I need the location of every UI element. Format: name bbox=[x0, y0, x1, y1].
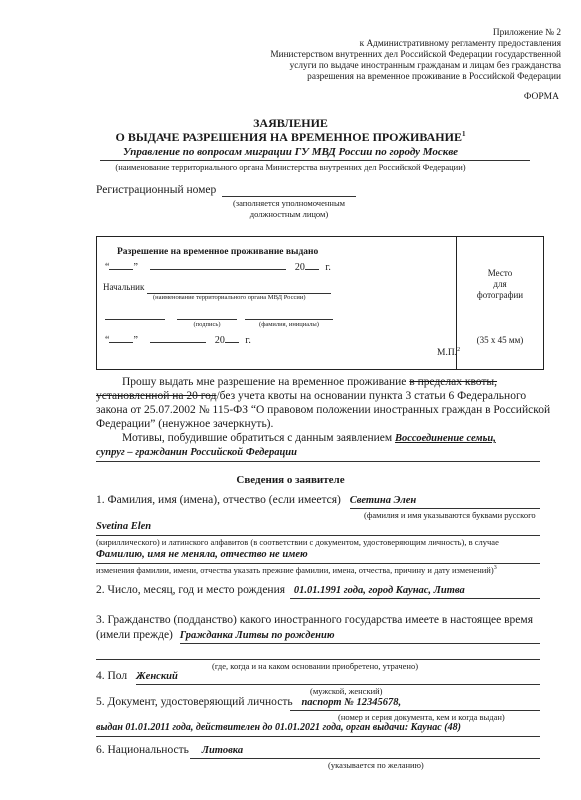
photo-box bbox=[456, 236, 544, 370]
item5-row bbox=[96, 696, 401, 708]
forma-label: ФОРМА bbox=[523, 92, 559, 102]
item4-underline bbox=[136, 684, 540, 685]
signature-field[interactable] bbox=[177, 319, 237, 320]
title-footnote: 1 bbox=[461, 130, 466, 138]
annex-line-1: Приложение № 2 bbox=[492, 28, 561, 38]
quote-close: ” bbox=[133, 262, 138, 273]
annex-line-3: Министерством внутренних дел Российской Федерации государственной bbox=[270, 50, 561, 60]
request-line-4: Федерации” (ненужное зачеркнуть). bbox=[96, 418, 274, 430]
issue-month-field[interactable] bbox=[150, 342, 206, 343]
registration-caption-1: (заполняется уполномоченным bbox=[232, 198, 346, 208]
motives-underline bbox=[96, 461, 540, 462]
request-line-1 bbox=[122, 376, 497, 388]
item4-label: 4. Пол bbox=[96, 670, 128, 682]
quote-open: “ bbox=[105, 262, 110, 273]
request-text-1: Прошу выдать мне разрешение на временное проживание bbox=[122, 376, 407, 388]
photo-size: (35 х 45 мм) bbox=[476, 335, 524, 345]
title-line-2 bbox=[0, 130, 581, 145]
item1-footnote: 3 bbox=[493, 565, 497, 572]
mp-footnote: 2 bbox=[457, 347, 461, 353]
item1-row bbox=[96, 494, 416, 506]
title-text: О ВЫДАЧЕ РАЗРЕШЕНИЯ НА ВРЕМЕННОЕ ПРОЖИВАНИЕ bbox=[115, 130, 462, 144]
item3-label-2: (имели прежде) bbox=[96, 629, 173, 641]
annex-line-5: разрешения на временное проживание в Российской Федерации bbox=[307, 72, 561, 82]
motives-value-2: супруг – гражданин Российской Федерации bbox=[96, 447, 297, 458]
item3-row-2 bbox=[96, 629, 335, 641]
photo-line-1: Место bbox=[487, 268, 513, 278]
section-title: Сведения о заявителе bbox=[236, 474, 345, 486]
issue-year-prefix: 20 bbox=[214, 335, 225, 346]
registration-label: Регистрационный номер bbox=[96, 184, 217, 196]
item4-value: Женский bbox=[136, 671, 178, 682]
authority-value: Управление по вопросам миграции ГУ МВД России по городу Москве bbox=[122, 146, 459, 158]
request-strike-1: в пределах квоты, bbox=[409, 376, 498, 388]
item2-label: 2. Число, месяц, год и место рождения bbox=[96, 584, 286, 596]
permit-date-row bbox=[105, 262, 331, 273]
item1-caption-3: изменения фамилии, имени, отчества указать прежние фамилии, имена, отчества, причину и дату изменений) bbox=[96, 565, 494, 575]
item5-value: паспорт № 12345678, bbox=[301, 697, 402, 708]
motives-label: Мотивы, побудившие обратиться с данным заявлением bbox=[122, 432, 393, 444]
request-text-2: /без учета квоты на основании пункта 3 статьи 6 Федерального bbox=[216, 390, 527, 402]
item1-caption-3-row bbox=[96, 565, 497, 575]
item6-underline bbox=[190, 758, 540, 759]
authority-underline bbox=[100, 160, 530, 161]
item3-caption: (где, когда и на каком основании приобретено, утрачено) bbox=[212, 661, 419, 671]
item2-value: 01.01.1991 года, город Каунас, Литва bbox=[293, 585, 465, 596]
signature-caption: (подпись) bbox=[193, 321, 221, 328]
item1-latin-underline bbox=[96, 535, 540, 536]
request-line-2 bbox=[96, 390, 526, 402]
permit-year-prefix: 20 bbox=[294, 262, 305, 273]
annex-line-2: к Административному регламенту предоставления bbox=[359, 39, 561, 49]
motives-value-1: Воссоединение семьи, bbox=[395, 433, 496, 444]
item1-underline bbox=[350, 508, 540, 509]
chief-caption: (наименование территориального органа МВД России) bbox=[153, 294, 306, 301]
item6-caption: (указывается по желанию) bbox=[328, 760, 424, 770]
issue-year-field[interactable] bbox=[225, 342, 239, 343]
item3-underline bbox=[180, 643, 540, 644]
registration-number-field[interactable] bbox=[222, 196, 356, 197]
item1-latin: Svetina Elen bbox=[96, 521, 152, 532]
permit-box bbox=[96, 236, 461, 370]
motives-row bbox=[122, 432, 496, 444]
photo-line-3: фотографии bbox=[476, 290, 524, 300]
registration-caption-2: должностным лицом) bbox=[249, 209, 329, 219]
name-initials-field[interactable] bbox=[245, 319, 333, 320]
item5-value2-underline bbox=[96, 736, 540, 737]
item1-caption-2: (кириллического) и латинского алфавитов (в соответствии с документом, удостоверяющим личность), в случае bbox=[96, 537, 499, 547]
item4-caption: (мужской, женский) bbox=[310, 686, 383, 696]
issue-year-suffix: г. bbox=[245, 335, 251, 346]
authority-caption: (наименование территориального органа Министерства внутренних дел Российской Федерации) bbox=[115, 162, 466, 172]
item6-label: 6. Национальность bbox=[96, 744, 189, 756]
item5-label: 5. Документ, удостоверяющий личность bbox=[96, 696, 293, 708]
item1-value: Светина Элен bbox=[349, 495, 417, 506]
item1-label: 1. Фамилия, имя (имена), отчество (если имеется) bbox=[96, 494, 341, 506]
issue-date-row bbox=[105, 335, 251, 346]
permit-month-field[interactable] bbox=[150, 269, 286, 270]
item1-value-2: Фамилию, имя не меняла, отчество не имею bbox=[96, 549, 308, 560]
item2-row bbox=[96, 584, 465, 596]
permit-year-field[interactable] bbox=[305, 269, 319, 270]
mp-text: М.П. bbox=[437, 348, 458, 359]
issue-day-field[interactable] bbox=[109, 342, 133, 343]
permit-day-field[interactable] bbox=[109, 269, 133, 270]
name-caption: (фамилия, инициалы) bbox=[259, 321, 319, 328]
item5-underline bbox=[290, 710, 540, 711]
request-line-3: закона от 25.07.2002 № 115-ФЗ “О правовом положении иностранных граждан в Российской bbox=[96, 404, 551, 416]
item5-caption: (номер и серия документа, кем и когда выдан) bbox=[338, 712, 505, 722]
item3-underline-2 bbox=[96, 659, 540, 660]
item6-value: Литовка bbox=[201, 745, 244, 756]
item2-underline bbox=[290, 598, 540, 599]
item6-row bbox=[96, 744, 243, 756]
item5-value-2: выдан 01.01.2011 года, действителен до 01.01.2021 года, орган выдачи: Каунас (48) bbox=[96, 722, 461, 733]
quote-open-2: “ bbox=[105, 335, 110, 346]
annex-line-4: услуги по выдаче иностранным гражданам и лицам без гражданства bbox=[289, 61, 561, 71]
item3-value: Гражданка Литвы по рождению bbox=[179, 630, 335, 641]
permit-heading: Разрешение на временное проживание выдано bbox=[117, 247, 319, 257]
item4-row bbox=[96, 670, 178, 682]
item1-value2-underline bbox=[96, 563, 540, 564]
permit-year-suffix: г. bbox=[325, 262, 331, 273]
annex-header bbox=[270, 28, 561, 83]
quote-close-2: ” bbox=[133, 335, 138, 346]
title-line-1: ЗАЯВЛЕНИЕ bbox=[253, 116, 328, 130]
request-strike-2: установленной на 20 год bbox=[96, 390, 217, 402]
extra-line-field[interactable] bbox=[105, 319, 165, 320]
item3-label-1: 3. Гражданство (подданство) какого иностранного государства имеете в настоящее время bbox=[96, 614, 533, 626]
photo-line-2: для bbox=[493, 279, 507, 289]
item1-caption-1: (фамилия и имя указываются буквами русского bbox=[364, 510, 536, 520]
chief-label: Начальник bbox=[103, 282, 145, 292]
